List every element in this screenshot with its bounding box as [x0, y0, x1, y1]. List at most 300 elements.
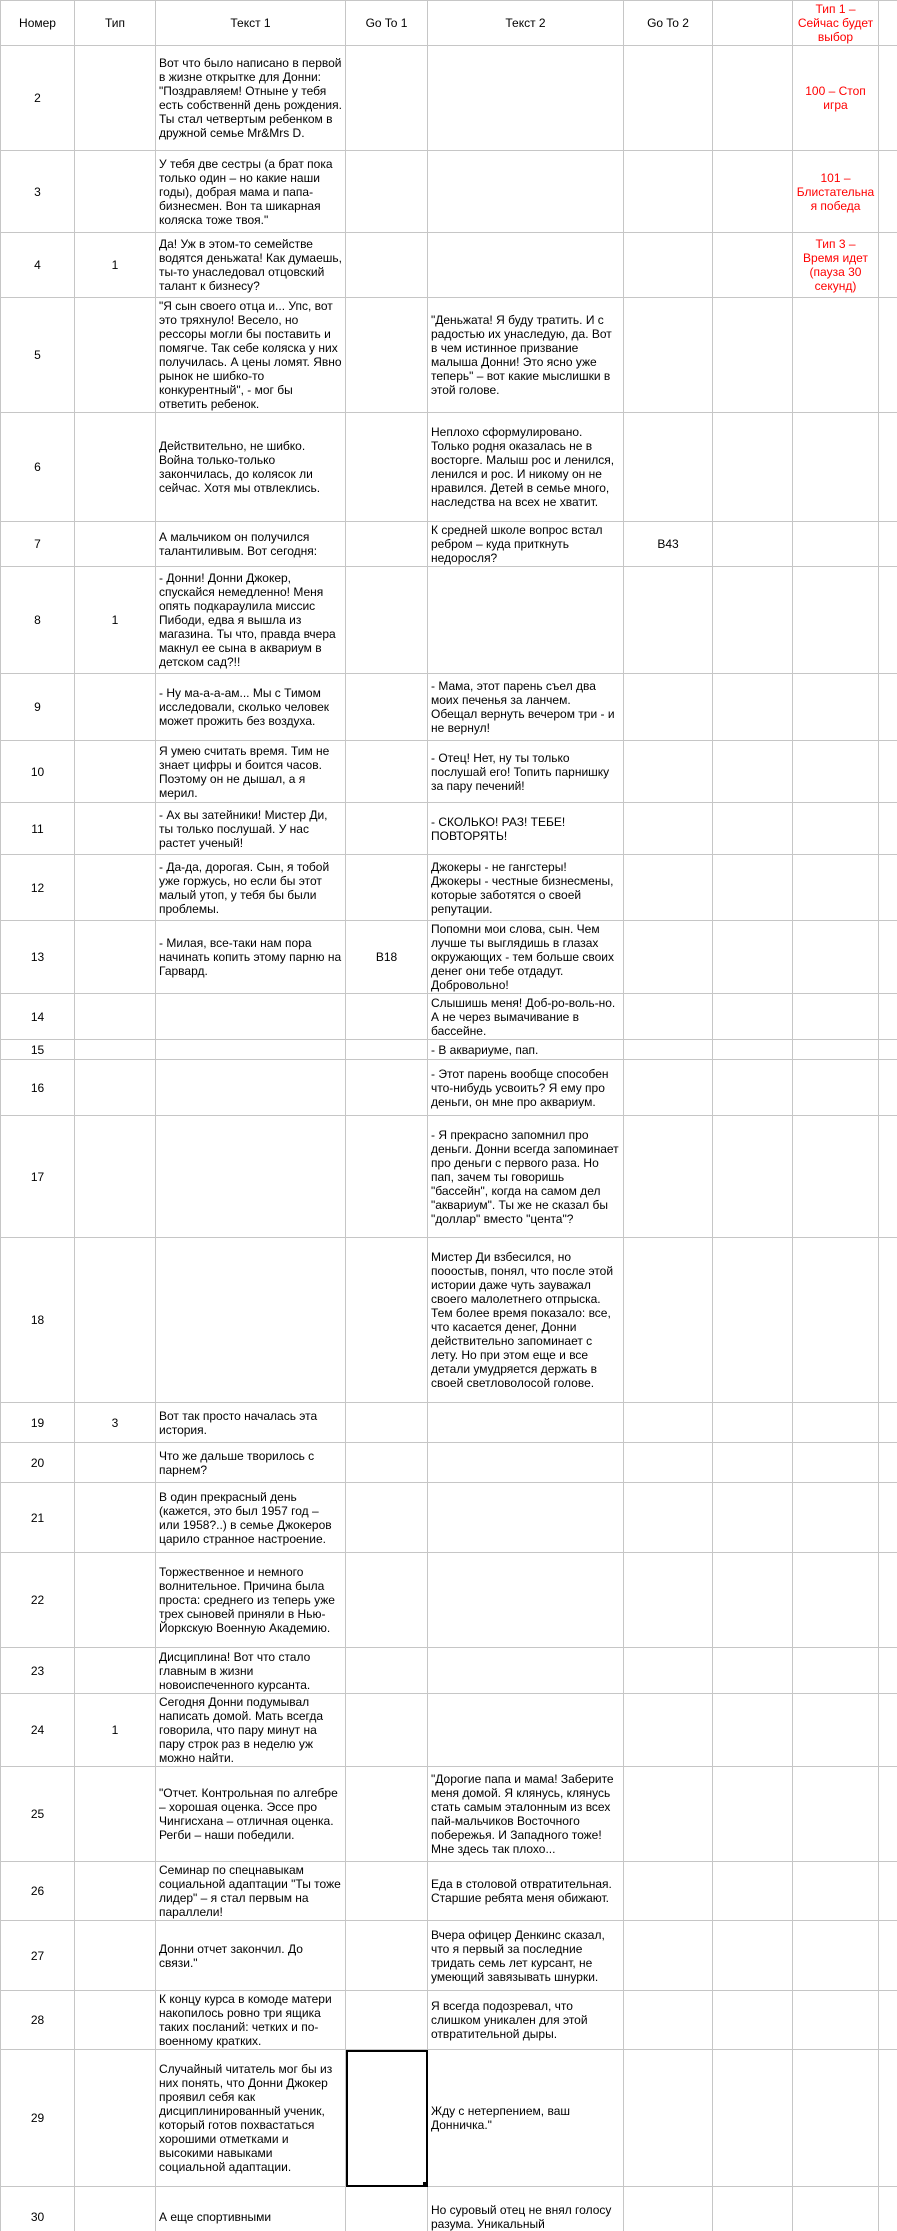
cell-tip-row-30[interactable]	[75, 2187, 156, 2231]
cell-text1-row-24[interactable]: Сегодня Донни подумывал написать домой. Мать всегда говорила, что пару минут на пару строк раз в неделю уж можно найти.	[156, 1694, 346, 1767]
cell-note-row-16[interactable]	[793, 1060, 879, 1116]
cell-text2-row-12[interactable]: Джокеры - не гангстеры! Джокеры - честные бизнесмены, которые заботятся о своей репутации.	[428, 855, 624, 921]
table-row	[1, 1862, 897, 1921]
cell-edge-row-12[interactable]	[879, 855, 897, 921]
cell-goto2-row-30[interactable]	[624, 2187, 713, 2231]
cell-num-row-24[interactable]: 24	[1, 1694, 75, 1767]
table-row	[1, 741, 897, 803]
cell-tip-row-12[interactable]	[75, 855, 156, 921]
cell-text1-row-26[interactable]: Семинар по спецнавыкам социальной адаптации "Ты тоже лидер" – я стал первым на параллели!	[156, 1862, 346, 1921]
cell-tip-row-5[interactable]	[75, 298, 156, 413]
cell-tip-row-27[interactable]	[75, 1921, 156, 1991]
cell-text1-row-19[interactable]: Вот так просто началась эта история.	[156, 1403, 346, 1443]
cell-text1-row-17[interactable]	[156, 1116, 346, 1238]
cell-text2-row-7[interactable]: К средней школе вопрос встал ребром – куда приткнуть недоросля?	[428, 522, 624, 567]
cell-tip-row-29[interactable]	[75, 2050, 156, 2187]
cell-num-row-20[interactable]: 20	[1, 1443, 75, 1483]
cell-edge-row-21[interactable]	[879, 1483, 897, 1553]
cell-num-row-29[interactable]: 29	[1, 2050, 75, 2187]
cell-text2-row-16[interactable]: - Этот парень вообще способен что-нибудь усвоить? Я ему про деньги, он мне про аквариум.	[428, 1060, 624, 1116]
cell-edge-row-27[interactable]	[879, 1921, 897, 1991]
table-row	[1, 522, 897, 567]
cell-goto1-row-24[interactable]	[346, 1694, 428, 1767]
cell-note-row-5[interactable]	[793, 298, 879, 413]
cell-goto2-row-15[interactable]	[624, 1040, 713, 1060]
cell-goto1-row-21[interactable]	[346, 1483, 428, 1553]
cell-goto2-row-28[interactable]	[624, 1991, 713, 2050]
cell-num-row-11[interactable]: 11	[1, 803, 75, 855]
cell-edge-row-11[interactable]	[879, 803, 897, 855]
cell-note-row-30[interactable]	[793, 2187, 879, 2231]
cell-note-row-4[interactable]: Тип 3 – Время идет (пауза 30 секунд)	[793, 233, 879, 298]
col-header-spacer[interactable]	[713, 1, 793, 46]
cell-text1-row-2[interactable]: Вот что было написано в первой в жизне открытке для Донни: "Поздравляем! Отныне у тебя есть собственнй день рождения. Ты стал четвертым ребенком в дружной семье Mr&Mrs D.	[156, 46, 346, 151]
cell-note-row-17[interactable]	[793, 1116, 879, 1238]
cell-goto2-row-23[interactable]	[624, 1648, 713, 1694]
cell-text2-row-23[interactable]	[428, 1648, 624, 1694]
cell-tip-row-17[interactable]	[75, 1116, 156, 1238]
cell-note-row-15[interactable]	[793, 1040, 879, 1060]
cell-spacer-row-7[interactable]	[713, 522, 793, 567]
cell-edge-row-30[interactable]	[879, 2187, 897, 2231]
cell-num-row-27[interactable]: 27	[1, 1921, 75, 1991]
table-row	[1, 1116, 897, 1238]
table-row	[1, 413, 897, 522]
cell-goto2-row-26[interactable]	[624, 1862, 713, 1921]
cell-goto2-row-20[interactable]	[624, 1443, 713, 1483]
cell-note-row-3[interactable]: 101 – Блистательная победа	[793, 151, 879, 233]
cell-text1-row-21[interactable]: В один прекрасный день (кажется, это был 1957 год – или 1958?..) в семье Джокеров царило странное настроение.	[156, 1483, 346, 1553]
table-row	[1, 1553, 897, 1648]
col-header-edge[interactable]	[879, 1, 897, 46]
cell-spacer-row-14[interactable]	[713, 994, 793, 1040]
cell-tip-row-9[interactable]	[75, 674, 156, 741]
cell-tip-row-19[interactable]: 3	[75, 1403, 156, 1443]
table-row	[1, 2050, 897, 2187]
cell-goto2-row-8[interactable]	[624, 567, 713, 674]
cell-num-row-25[interactable]: 25	[1, 1767, 75, 1862]
cell-num-row-19[interactable]: 19	[1, 1403, 75, 1443]
cell-edge-row-9[interactable]	[879, 674, 897, 741]
cell-note-row-10[interactable]	[793, 741, 879, 803]
cell-goto1-row-14[interactable]	[346, 994, 428, 1040]
cell-text1-row-15[interactable]	[156, 1040, 346, 1060]
cell-text2-row-30[interactable]: Но суровый отец не внял голосу разума. Уникальный	[428, 2187, 624, 2231]
cell-text1-row-7[interactable]: А мальчиком он получился талантиливым. Вот сегодня:	[156, 522, 346, 567]
cell-edge-row-5[interactable]	[879, 298, 897, 413]
cell-goto2-row-16[interactable]	[624, 1060, 713, 1116]
cell-tip-row-8[interactable]: 1	[75, 567, 156, 674]
table-row	[1, 1483, 897, 1553]
table-row	[1, 567, 897, 674]
cell-spacer-row-11[interactable]	[713, 803, 793, 855]
cell-tip-row-4[interactable]: 1	[75, 233, 156, 298]
cell-goto1-row-13[interactable]: В18	[346, 921, 428, 994]
cell-note-row-7[interactable]	[793, 522, 879, 567]
cell-edge-row-24[interactable]	[879, 1694, 897, 1767]
table-row	[1, 1991, 897, 2050]
table-row	[1, 1238, 897, 1403]
cell-text2-row-4[interactable]	[428, 233, 624, 298]
cell-tip-row-2[interactable]	[75, 46, 156, 151]
cell-tip-row-14[interactable]	[75, 994, 156, 1040]
table-row	[1, 994, 897, 1040]
cell-goto2-row-25[interactable]	[624, 1767, 713, 1862]
cell-text2-row-27[interactable]: Вчера офицер Денкинс сказал, что я первый за последние тридать семь лет курсант, не умеющий завязывать шнурки.	[428, 1921, 624, 1991]
table-row	[1, 921, 897, 994]
cell-note-row-20[interactable]	[793, 1443, 879, 1483]
cell-spacer-row-8[interactable]	[713, 567, 793, 674]
table-row	[1, 151, 897, 233]
table-row	[1, 2187, 897, 2231]
cell-spacer-row-5[interactable]	[713, 298, 793, 413]
cell-spacer-row-13[interactable]	[713, 921, 793, 994]
cell-goto2-row-6[interactable]	[624, 413, 713, 522]
cell-text2-row-14[interactable]: Слышишь меня! Доб-ро-воль-но. А не через вымачивание в бассейне.	[428, 994, 624, 1040]
cell-goto1-row-2[interactable]	[346, 46, 428, 151]
cell-goto2-row-18[interactable]	[624, 1238, 713, 1403]
table-body	[1, 46, 897, 2231]
cell-text2-row-25[interactable]: "Дорогие папа и мама! Заберите меня домой. Я клянусь, клянусь стать самым эталонным из всех пай-мальчиков Восточного побережья. И Западного тоже! Мне здесь так плохо...	[428, 1767, 624, 1862]
cell-goto1-row-7[interactable]	[346, 522, 428, 567]
cell-spacer-row-17[interactable]	[713, 1116, 793, 1238]
col-header-number[interactable]: Номер	[1, 1, 75, 46]
cell-note-row-9[interactable]	[793, 674, 879, 741]
table-row	[1, 1060, 897, 1116]
cell-tip-row-22[interactable]	[75, 1553, 156, 1648]
cell-goto1-row-12[interactable]	[346, 855, 428, 921]
cell-text2-row-15[interactable]: - В аквариуме, пап.	[428, 1040, 624, 1060]
cell-goto2-row-7[interactable]: В43	[624, 522, 713, 567]
cell-num-row-14[interactable]: 14	[1, 994, 75, 1040]
cell-spacer-row-6[interactable]	[713, 413, 793, 522]
cell-goto1-row-25[interactable]	[346, 1767, 428, 1862]
cell-text2-row-17[interactable]: - Я прекрасно запомнил про деньги. Донни всегда запоминает про деньги с первого раза. Но пап, зачем ты говоришь "бассейн", когда на самом дел "аквариум". Ты же не сказал бы "доллар" вместо "цента"?	[428, 1116, 624, 1238]
cell-goto2-row-24[interactable]	[624, 1694, 713, 1767]
cell-edge-row-15[interactable]	[879, 1040, 897, 1060]
table-row	[1, 855, 897, 921]
cell-goto1-row-9[interactable]	[346, 674, 428, 741]
cell-num-row-28[interactable]: 28	[1, 1991, 75, 2050]
cell-text2-row-22[interactable]	[428, 1553, 624, 1648]
cell-text1-row-20[interactable]: Что же дальше творилось с парнем?	[156, 1443, 346, 1483]
cell-num-row-16[interactable]: 16	[1, 1060, 75, 1116]
cell-text2-row-10[interactable]: - Отец! Нет, ну ты только послушай его! Топить парнишку за пару печений!	[428, 741, 624, 803]
cell-num-row-12[interactable]: 12	[1, 855, 75, 921]
cell-edge-row-19[interactable]	[879, 1403, 897, 1443]
cell-text1-row-23[interactable]: Дисциплина! Вот что стало главным в жизни новоиспеченного курсанта.	[156, 1648, 346, 1694]
cell-num-row-23[interactable]: 23	[1, 1648, 75, 1694]
cell-text2-row-5[interactable]: "Деньжата! Я буду тратить. И с радостью их унаследую, да. Вот в чем истинное призвание малыша Донни! Это ясно уже теперь" – вот какие мыслишки в этой голове.	[428, 298, 624, 413]
cell-num-row-9[interactable]: 9	[1, 674, 75, 741]
cell-text1-row-22[interactable]: Торжественное и немного волнительное. Причина была проста: среднего из теперь уже трех сыновей приняли в Нью-Йоркскую Военную Академию.	[156, 1553, 346, 1648]
cell-goto1-row-4[interactable]	[346, 233, 428, 298]
cell-edge-row-25[interactable]	[879, 1767, 897, 1862]
cell-goto2-row-21[interactable]	[624, 1483, 713, 1553]
cell-text2-row-19[interactable]	[428, 1403, 624, 1443]
cell-num-row-15[interactable]: 15	[1, 1040, 75, 1060]
col-header-goto1[interactable]: Go To 1	[346, 1, 428, 46]
table-row	[1, 1648, 897, 1694]
cell-goto2-row-11[interactable]	[624, 803, 713, 855]
table-row	[1, 233, 897, 298]
cell-tip-row-26[interactable]	[75, 1862, 156, 1921]
cell-text1-row-16[interactable]	[156, 1060, 346, 1116]
cell-tip-row-21[interactable]	[75, 1483, 156, 1553]
table-row	[1, 1921, 897, 1991]
cell-goto1-row-19[interactable]	[346, 1403, 428, 1443]
cell-text1-row-8[interactable]: - Донни! Донни Джокер, спускайся немедленно! Меня опять подкараулила миссис Пибоди, едва я вышла из магазина. Ты что, правда вчера макнул ее сына в аквариум в детском сад?!!	[156, 567, 346, 674]
cell-note-row-23[interactable]	[793, 1648, 879, 1694]
cell-text2-row-24[interactable]	[428, 1694, 624, 1767]
cell-text2-row-28[interactable]: Я всегда подозревал, что слишком уникален для этой отвратительной дыры.	[428, 1991, 624, 2050]
cell-goto1-row-28[interactable]	[346, 1991, 428, 2050]
cell-goto2-row-9[interactable]	[624, 674, 713, 741]
table-row	[1, 674, 897, 741]
cell-spacer-row-19[interactable]	[713, 1403, 793, 1443]
cell-num-row-5[interactable]: 5	[1, 298, 75, 413]
cell-spacer-row-4[interactable]	[713, 233, 793, 298]
cell-spacer-row-16[interactable]	[713, 1060, 793, 1116]
cell-goto1-row-27[interactable]	[346, 1921, 428, 1991]
cell-spacer-row-23[interactable]	[713, 1648, 793, 1694]
cell-note-row-18[interactable]	[793, 1238, 879, 1403]
cell-goto2-row-4[interactable]	[624, 233, 713, 298]
cell-goto2-row-19[interactable]	[624, 1403, 713, 1443]
cell-note-row-2[interactable]: 100 – Стоп игра	[793, 46, 879, 151]
cell-num-row-18[interactable]: 18	[1, 1238, 75, 1403]
cell-text1-row-12[interactable]: - Да-да, дорогая. Сын, я тобой уже горжусь, но если бы этот малый утоп, у тебя бы были проблемы.	[156, 855, 346, 921]
cell-note-row-19[interactable]	[793, 1403, 879, 1443]
cell-goto1-row-3[interactable]	[346, 151, 428, 233]
cell-goto2-row-22[interactable]	[624, 1553, 713, 1648]
cell-num-row-22[interactable]: 22	[1, 1553, 75, 1648]
cell-note-row-8[interactable]	[793, 567, 879, 674]
cell-text1-row-5[interactable]: "Я сын своего отца и... Упс, вот это тряхнуло! Весело, но рессоры могли бы поставить и помягче. Так себе коляска у них получилась. А цены ломят. Явно рынок не шибко-то конкурентный", - мог бы ответить ребенок.	[156, 298, 346, 413]
cell-tip-row-23[interactable]	[75, 1648, 156, 1694]
cell-text1-row-29[interactable]: Случайный читатель мог бы из них понять, что Донни Джокер проявил себя как дисциплинированный ученик, который готов похвастаться хорошими отметками и высокими навыками социальной адаптации.	[156, 2050, 346, 2187]
cell-tip-row-6[interactable]	[75, 413, 156, 522]
cell-spacer-row-22[interactable]	[713, 1553, 793, 1648]
cell-edge-row-14[interactable]	[879, 994, 897, 1040]
cell-edge-row-18[interactable]	[879, 1238, 897, 1403]
cell-tip-row-10[interactable]	[75, 741, 156, 803]
selected-cell[interactable]	[346, 2050, 428, 2187]
cell-spacer-row-29[interactable]	[713, 2050, 793, 2187]
cell-goto1-row-23[interactable]	[346, 1648, 428, 1694]
cell-text1-row-18[interactable]	[156, 1238, 346, 1403]
cell-goto1-row-30[interactable]	[346, 2187, 428, 2231]
cell-tip-row-24[interactable]: 1	[75, 1694, 156, 1767]
cell-text2-row-11[interactable]: - СКОЛЬКО! РАЗ! ТЕБЕ! ПОВТОРЯТЬ!	[428, 803, 624, 855]
cell-note-row-29[interactable]	[793, 2050, 879, 2187]
cell-spacer-row-3[interactable]	[713, 151, 793, 233]
cell-tip-row-13[interactable]	[75, 921, 156, 994]
cell-goto1-row-15[interactable]	[346, 1040, 428, 1060]
header-row	[1, 1, 897, 46]
cell-text2-row-9[interactable]: - Мама, этот парень съел два моих печенья за ланчем. Обещал вернуть вечером три - и не вернул!	[428, 674, 624, 741]
cell-spacer-row-12[interactable]	[713, 855, 793, 921]
cell-note-row-6[interactable]	[793, 413, 879, 522]
cell-edge-row-2[interactable]	[879, 46, 897, 151]
cell-edge-row-7[interactable]	[879, 522, 897, 567]
cell-goto2-row-14[interactable]	[624, 994, 713, 1040]
cell-edge-row-26[interactable]	[879, 1862, 897, 1921]
cell-text1-row-11[interactable]: - Ах вы затейники! Мистер Ди, ты только послушай. У нас растет ученый!	[156, 803, 346, 855]
cell-num-row-8[interactable]: 8	[1, 567, 75, 674]
cell-note-row-13[interactable]	[793, 921, 879, 994]
cell-note-row-22[interactable]	[793, 1553, 879, 1648]
cell-spacer-row-24[interactable]	[713, 1694, 793, 1767]
cell-goto1-row-16[interactable]	[346, 1060, 428, 1116]
cell-text1-row-25[interactable]: "Отчет. Контрольная по алгебре – хорошая оценка. Эссе про Чингисхана – отличная оценка. Регби – наши победили.	[156, 1767, 346, 1862]
cell-text1-row-3[interactable]: У тебя две сестры (а брат пока только один – но какие наши годы), добрая мама и папа-бизнесмен. Вон та шикарная коляска тоже твоя."	[156, 151, 346, 233]
cell-text2-row-8[interactable]	[428, 567, 624, 674]
cell-spacer-row-26[interactable]	[713, 1862, 793, 1921]
cell-num-row-4[interactable]: 4	[1, 233, 75, 298]
cell-edge-row-3[interactable]	[879, 151, 897, 233]
cell-note-row-12[interactable]	[793, 855, 879, 921]
cell-goto2-row-12[interactable]	[624, 855, 713, 921]
cell-goto1-row-26[interactable]	[346, 1862, 428, 1921]
cell-note-row-24[interactable]	[793, 1694, 879, 1767]
cell-goto2-row-3[interactable]	[624, 151, 713, 233]
cell-spacer-row-21[interactable]	[713, 1483, 793, 1553]
cell-edge-row-29[interactable]	[879, 2050, 897, 2187]
cell-spacer-row-28[interactable]	[713, 1991, 793, 2050]
cell-spacer-row-10[interactable]	[713, 741, 793, 803]
cell-text1-row-27[interactable]: Донни отчет закончил. До связи."	[156, 1921, 346, 1991]
cell-edge-row-6[interactable]	[879, 413, 897, 522]
cell-note-row-11[interactable]	[793, 803, 879, 855]
table-row	[1, 1403, 897, 1443]
cell-edge-row-13[interactable]	[879, 921, 897, 994]
cell-edge-row-22[interactable]	[879, 1553, 897, 1648]
cell-num-row-3[interactable]: 3	[1, 151, 75, 233]
cell-tip-row-20[interactable]	[75, 1443, 156, 1483]
cell-text1-row-4[interactable]: Да! Уж в этом-то семействе водятся деньжата! Как думаешь, ты-то унаследовал отцовский талант к бизнесу?	[156, 233, 346, 298]
cell-spacer-row-2[interactable]	[713, 46, 793, 151]
cell-text2-row-26[interactable]: Еда в столовой отвратительная. Старшие ребята меня обижают.	[428, 1862, 624, 1921]
cell-edge-row-20[interactable]	[879, 1443, 897, 1483]
cell-goto2-row-5[interactable]	[624, 298, 713, 413]
cell-tip-row-3[interactable]	[75, 151, 156, 233]
cell-text1-row-9[interactable]: - Ну ма-а-а-ам... Мы с Тимом исследовали, сколько человек может прожить без воздуха.	[156, 674, 346, 741]
cell-num-row-26[interactable]: 26	[1, 1862, 75, 1921]
cell-edge-row-10[interactable]	[879, 741, 897, 803]
cell-goto2-row-29[interactable]	[624, 2050, 713, 2187]
cell-text1-row-13[interactable]: - Милая, все-таки нам пора начинать копить этому парню на Гарвард.	[156, 921, 346, 994]
cell-goto2-row-27[interactable]	[624, 1921, 713, 1991]
cell-goto1-row-18[interactable]	[346, 1238, 428, 1403]
cell-note-row-25[interactable]	[793, 1767, 879, 1862]
cell-edge-row-23[interactable]	[879, 1648, 897, 1694]
table-row	[1, 1767, 897, 1862]
cell-note-row-27[interactable]	[793, 1921, 879, 1991]
cell-num-row-13[interactable]: 13	[1, 921, 75, 994]
cell-spacer-row-25[interactable]	[713, 1767, 793, 1862]
cell-tip-row-18[interactable]	[75, 1238, 156, 1403]
cell-num-row-30[interactable]: 30	[1, 2187, 75, 2231]
cell-text2-row-2[interactable]	[428, 46, 624, 151]
cell-tip-row-28[interactable]	[75, 1991, 156, 2050]
cell-num-row-2[interactable]: 2	[1, 46, 75, 151]
cell-edge-row-8[interactable]	[879, 567, 897, 674]
cell-text2-row-20[interactable]	[428, 1443, 624, 1483]
cell-text2-row-21[interactable]	[428, 1483, 624, 1553]
cell-spacer-row-15[interactable]	[713, 1040, 793, 1060]
cell-text2-row-6[interactable]: Неплохо сформулировано. Только родня оказалась не в восторге. Малыш рос и ленился, ленился и рос. И никому он не нравился. Детей в семье много, наследства на всех не хватит.	[428, 413, 624, 522]
cell-text2-row-29[interactable]: Жду с нетерпением, ваш Донничка."	[428, 2050, 624, 2187]
cell-edge-row-28[interactable]	[879, 1991, 897, 2050]
cell-note-row-14[interactable]	[793, 994, 879, 1040]
cell-note-row-28[interactable]	[793, 1991, 879, 2050]
cell-tip-row-16[interactable]	[75, 1060, 156, 1116]
cell-goto2-row-17[interactable]	[624, 1116, 713, 1238]
cell-goto1-row-10[interactable]	[346, 741, 428, 803]
cell-text1-row-6[interactable]: Действительно, не шибко. Война только-только закончилась, до колясок ли сейчас. Хотя мы отвлеклись.	[156, 413, 346, 522]
cell-edge-row-4[interactable]	[879, 233, 897, 298]
cell-goto1-row-5[interactable]	[346, 298, 428, 413]
table-row	[1, 803, 897, 855]
cell-note-row-26[interactable]	[793, 1862, 879, 1921]
table-row	[1, 1443, 897, 1483]
cell-text2-row-18[interactable]: Мистер Ди взбесился, но пооостыв, понял, что после этой истории даже чуть зауважал своего малолетнего отпрыска. Тем более время показало: все, что касается денег, Донни действительно запоминает с лету. Но при этом еще и все детали умудряется держать в своей светловолосой голове.	[428, 1238, 624, 1403]
cell-goto2-row-13[interactable]	[624, 921, 713, 994]
cell-spacer-row-27[interactable]	[713, 1921, 793, 1991]
cell-spacer-row-18[interactable]	[713, 1238, 793, 1403]
col-header-type[interactable]: Тип	[75, 1, 156, 46]
cell-edge-row-17[interactable]	[879, 1116, 897, 1238]
col-header-note-legend[interactable]: Тип 1 – Сейчас будет выбор	[793, 1, 879, 46]
cell-tip-row-15[interactable]	[75, 1040, 156, 1060]
cell-tip-row-7[interactable]	[75, 522, 156, 567]
col-header-text1[interactable]: Текст 1	[156, 1, 346, 46]
cell-goto1-row-22[interactable]	[346, 1553, 428, 1648]
cell-note-row-21[interactable]	[793, 1483, 879, 1553]
cell-spacer-row-20[interactable]	[713, 1443, 793, 1483]
cell-goto2-row-10[interactable]	[624, 741, 713, 803]
table-row	[1, 1694, 897, 1767]
cell-tip-row-11[interactable]	[75, 803, 156, 855]
table-row	[1, 298, 897, 413]
cell-goto2-row-2[interactable]	[624, 46, 713, 151]
cell-num-row-6[interactable]: 6	[1, 413, 75, 522]
table-row	[1, 1040, 897, 1060]
cell-goto1-row-17[interactable]	[346, 1116, 428, 1238]
cell-goto1-row-20[interactable]	[346, 1443, 428, 1483]
cell-num-row-7[interactable]: 7	[1, 522, 75, 567]
cell-text2-row-13[interactable]: Попомни мои слова, сын. Чем лучше ты выглядишь в глазах окружающих - тем больше своих денег они тебе отдадут. Добровольно!	[428, 921, 624, 994]
cell-num-row-21[interactable]: 21	[1, 1483, 75, 1553]
cell-text1-row-14[interactable]	[156, 994, 346, 1040]
cell-spacer-row-9[interactable]	[713, 674, 793, 741]
cell-spacer-row-30[interactable]	[713, 2187, 793, 2231]
col-header-text2[interactable]: Текст 2	[428, 1, 624, 46]
cell-text2-row-3[interactable]	[428, 151, 624, 233]
cell-num-row-17[interactable]: 17	[1, 1116, 75, 1238]
cell-tip-row-25[interactable]	[75, 1767, 156, 1862]
cell-num-row-10[interactable]: 10	[1, 741, 75, 803]
cell-goto1-row-11[interactable]	[346, 803, 428, 855]
cell-text1-row-10[interactable]: Я умею считать время. Тим не знает цифры и боится часов. Поэтому он не дышал, а я мерил.	[156, 741, 346, 803]
cell-text1-row-28[interactable]: К концу курса в комоде матери накопилось ровно три ящика таких посланий: четких и по-военному кратких.	[156, 1991, 346, 2050]
cell-goto1-row-6[interactable]	[346, 413, 428, 522]
cell-edge-row-16[interactable]	[879, 1060, 897, 1116]
cell-text1-row-30[interactable]: А еще спортивными	[156, 2187, 346, 2231]
cell-goto1-row-8[interactable]	[346, 567, 428, 674]
col-header-goto2[interactable]: Go To 2	[624, 1, 713, 46]
